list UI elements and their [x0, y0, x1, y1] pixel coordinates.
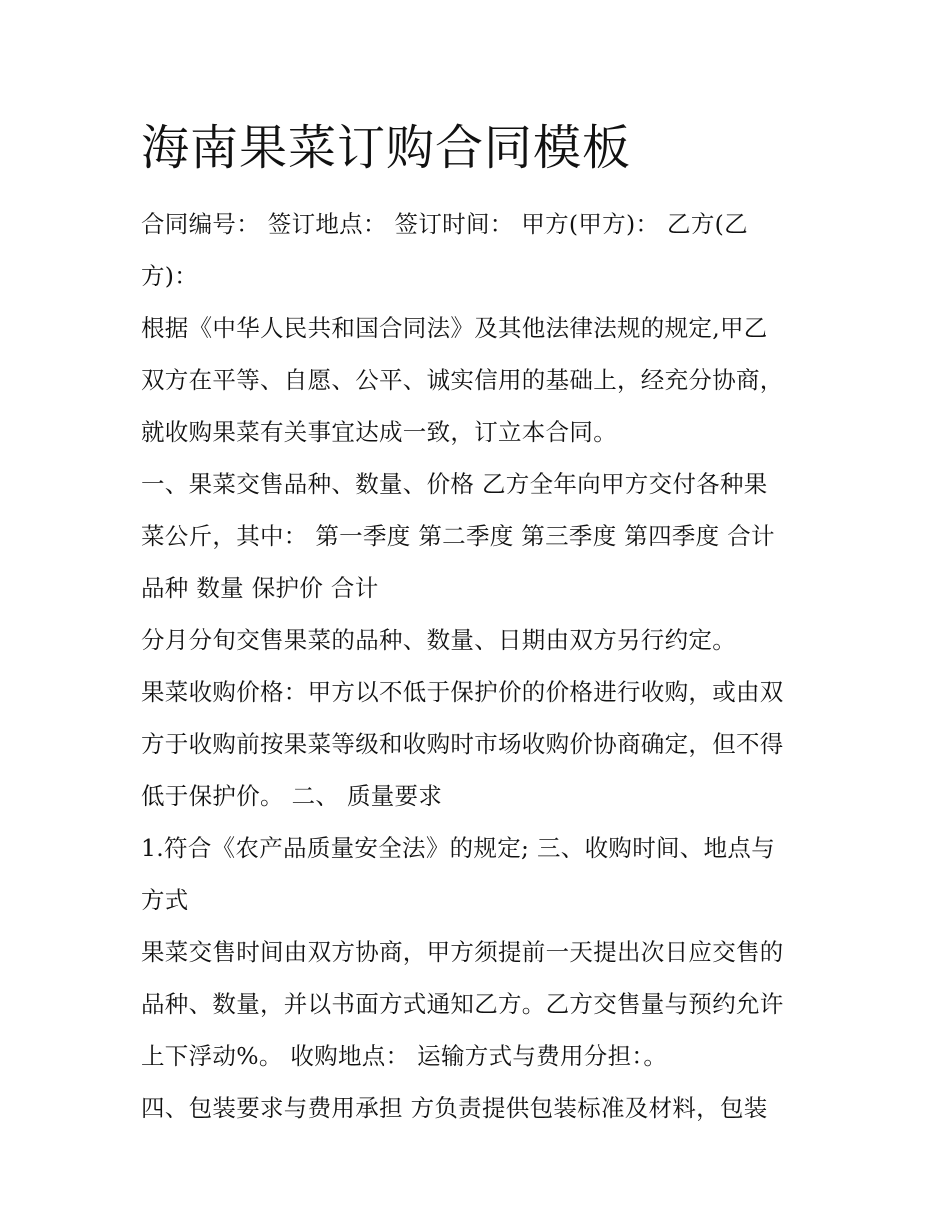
text-line: 一、果菜交售品种、数量、价格 乙方全年向甲方交付各种果: [141, 470, 768, 498]
text-line: 双方在平等、自愿、公平、诚实信用的基础上，经充分协商，: [141, 366, 784, 394]
text-line: 方)：: [141, 262, 199, 290]
text-line: 品种、数量，并以书面方式通知乙方。乙方交售量与预约允许: [141, 990, 784, 1018]
document-title: 海南果菜订购合同模板: [141, 120, 632, 176]
text-line: 分月分旬交售果菜的品种、数量、日期由双方另行约定。: [141, 626, 736, 654]
text-line: 合同编号： 签订地点： 签订时间： 甲方(甲方)： 乙方(乙: [141, 210, 748, 238]
text-line: 低于保护价。 二、 质量要求: [141, 782, 443, 810]
quality-paragraph: [141, 822, 813, 926]
text-line: 1.符合《农产品质量安全法》的规定; 三、收购时间、地点与: [141, 834, 776, 862]
text-line: 果菜收购价格：甲方以不低于保护价的价格进行收购，或由双: [141, 678, 784, 706]
text-line: 四、包装要求与费用承担 方负责提供包装标准及材料，包装: [141, 1094, 768, 1122]
time-place-paragraph: [141, 926, 813, 1082]
preamble-paragraph: [141, 302, 813, 458]
text-line: 品种 数量 保护价 合计: [141, 574, 379, 602]
text-line: 上下浮动%。 收购地点： 运输方式与费用分担：。: [141, 1042, 668, 1070]
section-1-paragraph: [141, 458, 813, 614]
text-line: 就收购果菜有关事宜达成一致，订立本合同。: [141, 418, 617, 446]
price-paragraph: [141, 666, 813, 822]
contract-header-paragraph: [141, 198, 813, 302]
text-line: 菜公斤，其中： 第一季度 第二季度 第三季度 第四季度 合计: [141, 522, 775, 550]
text-line: 果菜交售时间由双方协商，甲方须提前一天提出次日应交售的: [141, 938, 784, 966]
text-line: 方式: [141, 886, 189, 914]
document-page: [141, 110, 813, 1134]
packaging-paragraph: [141, 1082, 813, 1134]
delivery-schedule-paragraph: [141, 614, 813, 666]
text-line: 方于收购前按果菜等级和收购时市场收购价协商确定，但不得: [141, 730, 784, 758]
text-line: 根据《中华人民共和国合同法》及其他法律法规的规定,甲乙: [141, 314, 768, 342]
